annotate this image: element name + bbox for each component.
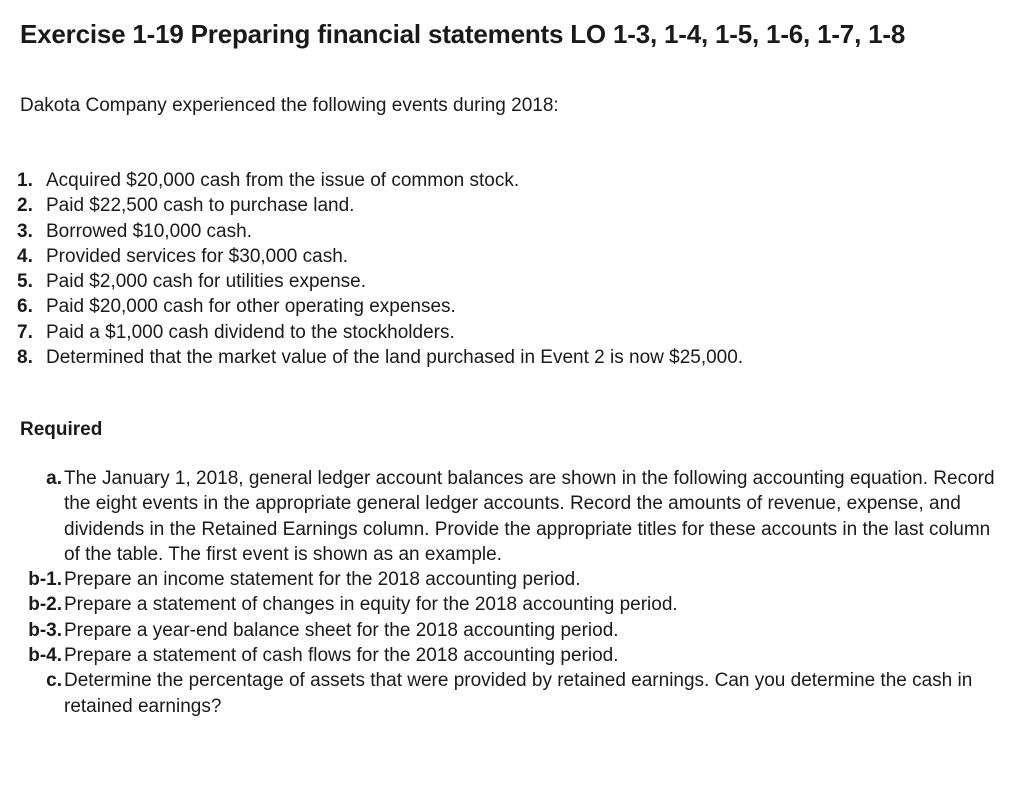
requirement-text: Prepare a statement of cash flows for the 2018 accounting period.: [64, 645, 619, 667]
event-text: Paid a $1,000 cash dividend to the stockholders.: [46, 321, 455, 343]
requirement-label: b-1.: [28, 569, 62, 591]
requirement-label: b-3.: [28, 619, 62, 641]
event-item: [17, 345, 743, 370]
requirement-item: [17, 567, 997, 592]
event-item: [17, 219, 743, 244]
event-number: 1.: [17, 170, 33, 191]
event-number: 8.: [17, 347, 33, 369]
requirement-text: Prepare a statement of changes in equity for the 2018 accounting period.: [64, 594, 678, 616]
requirement-label: a.: [46, 468, 62, 489]
required-heading: Required: [20, 419, 103, 440]
event-text: Paid $22,500 cash to purchase land.: [46, 195, 355, 217]
requirement-item: [17, 592, 997, 617]
requirement-text: Prepare an income statement for the 2018 accounting period.: [64, 569, 581, 591]
event-number: 2.: [17, 195, 33, 217]
event-number: 5.: [17, 271, 33, 293]
event-text: Borrowed $10,000 cash.: [46, 220, 252, 242]
requirement-label: c.: [46, 670, 62, 692]
event-number: 4.: [17, 245, 33, 267]
event-text: Acquired $20,000 cash from the issue of common stock.: [46, 170, 520, 191]
requirement-item: [17, 668, 997, 719]
requirement-text: Determine the percentage of assets that were provided by retained earnings. Can you determine the cash in retained earnings?: [64, 670, 973, 717]
exercise-title: Exercise 1-19 Preparing financial statements LO 1-3, 1-4, 1-5, 1-6, 1-7, 1-8: [20, 19, 906, 49]
event-item: [17, 294, 743, 319]
event-text: Paid $20,000 cash for other operating expenses.: [46, 296, 456, 318]
requirement-label: b-4.: [28, 645, 62, 667]
event-number: 3.: [17, 220, 33, 242]
requirement-item: [17, 643, 997, 668]
requirement-item: [17, 618, 997, 643]
intro-text: Dakota Company experienced the following events during 2018:: [20, 95, 559, 116]
requirement-text: The January 1, 2018, general ledger account balances are shown in the following accounting equation. Record the eight events in the appropriate general ledger accounts. Record the amounts of revenue, expense, and dividends in the Retained Earnings column. Provide the appropriate titles for these accounts in the last column of the table. The first event is shown as an example.: [64, 468, 995, 565]
event-text: Paid $2,000 cash for utilities expense.: [46, 271, 367, 293]
requirement-item: [17, 466, 997, 567]
event-number: 6.: [17, 296, 33, 318]
event-item: [17, 269, 743, 294]
event-text: Determined that the market value of the land purchased in Event 2 is now $25,000.: [46, 347, 744, 369]
event-text: Provided services for $30,000 cash.: [46, 245, 349, 267]
event-item: [17, 320, 743, 345]
event-number: 7.: [17, 321, 33, 343]
requirements-list: [17, 466, 997, 719]
event-item: [17, 168, 743, 193]
events-list: [17, 168, 743, 370]
event-item: [17, 244, 743, 269]
requirement-label: b-2.: [28, 594, 62, 616]
event-item: [17, 193, 743, 218]
requirement-text: Prepare a year-end balance sheet for the 2018 accounting period.: [64, 619, 619, 641]
